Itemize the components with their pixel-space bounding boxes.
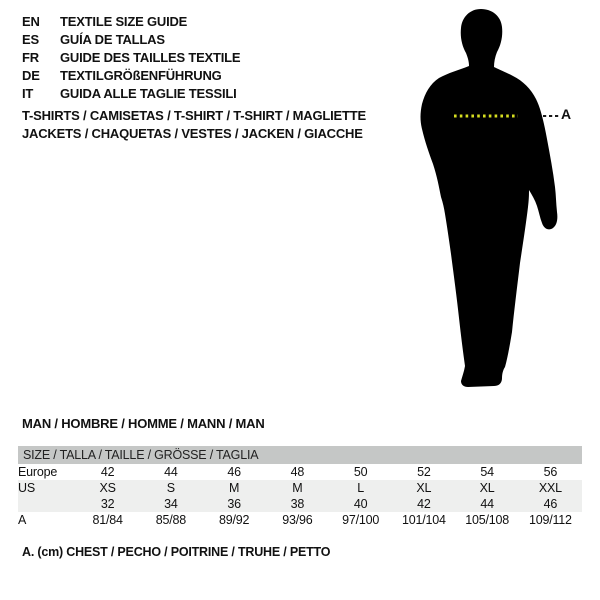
size-cell: XL [416,481,432,495]
size-cell: 93/96 [282,513,313,527]
size-cell: XL [479,481,495,495]
size-cell: 81/84 [92,513,123,527]
size-cell: 85/88 [155,513,187,527]
language-code: IT [22,85,34,101]
table-row-chest-cm [18,512,582,528]
language-label: TEXTILGRÖßENFÜHRUNG [60,67,222,83]
size-cell: 48 [290,465,305,479]
size-cell: 42 [417,497,431,511]
language-label: TEXTILE SIZE GUIDE [60,13,188,29]
row-label: A [18,513,27,527]
section-heading-man: MAN / HOMBRE / HOMME / MANN / MAN [22,416,265,431]
size-cell: 97/100 [342,513,380,527]
language-label: GUÍA DE TALLAS [60,31,165,47]
size-cell: 109/112 [528,513,572,527]
language-label: GUIDA ALLE TAGLIE TESSILI [60,85,237,101]
size-cell: 46 [543,497,558,511]
size-cell: L [357,481,364,495]
language-label: GUIDE DES TAILLES TEXTILE [60,49,241,65]
table-row-europe [18,464,582,480]
size-table-header-row [18,446,582,464]
size-cell: 34 [164,497,178,511]
size-cell: 44 [480,497,494,511]
size-cell: 38 [290,497,305,511]
size-cell: 42 [100,465,115,479]
size-cell: 36 [227,497,241,511]
category-tshirts: T-SHIRTS / CAMISETAS / T-SHIRT / T-SHIRT / MAGLIETTE [22,108,366,123]
size-cell: 44 [164,465,178,479]
size-cell: 52 [417,465,431,479]
size-cell: 32 [100,497,115,511]
row-label: US [18,481,35,495]
language-code: FR [22,49,39,65]
language-code: EN [22,13,40,29]
language-code: DE [22,67,40,83]
size-cell: 105/108 [465,513,510,527]
table-row-us [18,480,582,496]
size-cell: 56 [543,465,558,479]
row-label: Europe [18,465,58,479]
size-cell: 46 [227,465,241,479]
size-cell: M [292,481,303,495]
size-cell: S [166,481,175,495]
measurement-label-a: A [561,106,572,122]
size-table [18,446,582,528]
size-cell: 50 [353,465,368,479]
size-cell: XXL [538,481,562,495]
category-jackets: JACKETS / CHAQUETAS / VESTES / JACKEN / GIACCHE [22,126,363,141]
size-table-header: SIZE / TALLA / TAILLE / GRÖSSE / TAGLIA [18,446,582,464]
man-silhouette-shape [421,9,558,387]
row-label [18,496,76,512]
footnote-chest: A. (cm) CHEST / PECHO / POITRINE / TRUHE / PETTO [22,545,331,559]
size-cell: 54 [480,465,494,479]
table-row-us-numeric [18,496,582,512]
size-cell: 40 [353,497,368,511]
size-cell: 101/104 [401,513,446,527]
size-cell: M [229,481,240,495]
size-cell: 89/92 [218,513,250,527]
size-cell: XS [99,481,116,495]
language-code: ES [22,31,39,47]
